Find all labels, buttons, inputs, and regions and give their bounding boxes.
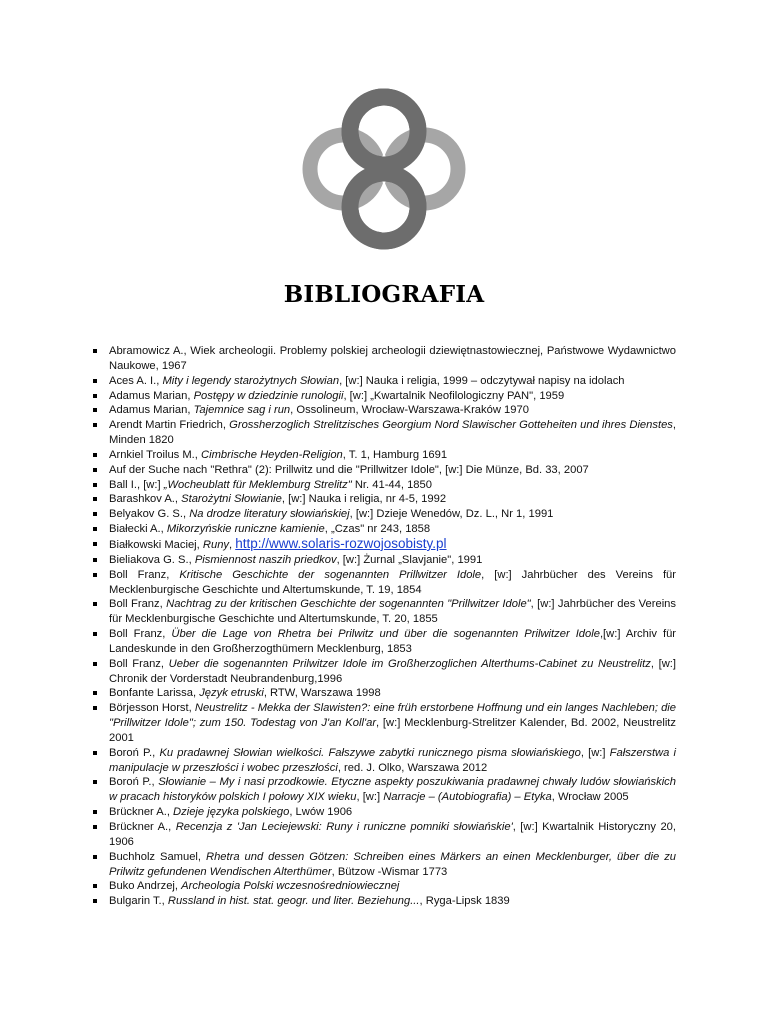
entry-title: Grossherzoglich Strelitzisches Georgium Nord Slawischer Gotteheiten und ihres Dienstes [229, 419, 673, 432]
entry-author: Boll Franz, [109, 568, 180, 581]
bibliography-entry [92, 448, 676, 463]
entry-details: , [w:] [356, 791, 384, 804]
bibliography-entry [92, 478, 676, 493]
entry-details: , [w:] Jahrbücher des Vereins für Mecklenburgische Geschichte und Altertumskunde, T. 20, 1855 [109, 598, 676, 626]
entry-details: , [w:] Nauka i religia, nr 4-5, 1992 [281, 493, 447, 506]
entry-details: , Ossolineum, Wrocław-Warszawa-Kraków 1970 [290, 404, 529, 417]
bibliography-entry [92, 344, 676, 374]
entry-author: Bonfante Larissa, [109, 687, 200, 700]
entry-author: Boll Franz, [109, 598, 167, 611]
entry-details: , [w:] Jahrbücher des Vereins für Mecklenburgische Geschichte und Altertumskunde, T. 19, 1854 [109, 568, 676, 596]
bibliography-entry [92, 894, 676, 909]
entry-details: , RTW, Warszawa 1998 [263, 687, 381, 700]
bibliography-entry [92, 746, 676, 776]
entry-title: Russland in hist. stat. geogr. und liter. Beziehung... [167, 895, 420, 908]
bibliography-entry [92, 403, 676, 418]
entry-author: Arendt Martin Friedrich, [109, 419, 230, 432]
entry-title: Neustrelitz - Mekka der Slawisten?: eine früh erstorbene Hoffnung und ein langes Nachleben; die "Prillwitzer Idole"; zum 150. Todestag von J'an Koll'ar [109, 702, 676, 730]
entry-author: Brückner A., [109, 806, 174, 819]
entry-author: Buchholz Samuel, [109, 850, 206, 863]
entry-title: Kritische Geschichte der sogenannten Prillwitzer Idole [179, 568, 482, 581]
entry-title: Tajemnice sag i run [193, 404, 291, 417]
entry-author: Arnkiel Troilus M., [109, 448, 202, 461]
bibliography-entry [92, 850, 676, 880]
bibliography-entry [92, 374, 676, 389]
entry-subtitle: Narracje – (Autobiografia) – Etyka [383, 791, 552, 804]
entry-title: „Wocheublatt für Meklemburg Strelitz" [163, 478, 352, 491]
entry-author: Abramowicz A., Wiek archeologii. Problemy polskiej archeologii dziewiętnastowiecznej, Państwowe Wydawnictwo Naukowe, 1967 [109, 345, 676, 372]
entry-author: Boroń P., [109, 776, 159, 789]
entry-title: Słowianie – My i nasi przodkowie. Etyczne aspekty poszukiwania pradawnej chwały ludów słowiańskich w pracach historyków polskich I połowy XIX wieku [109, 776, 677, 804]
entry-details: , Minden 1820 [109, 419, 677, 447]
entry-title: Język etruski [199, 687, 264, 700]
entry-author: Boroń P., [109, 746, 160, 759]
bibliography-entry [92, 597, 676, 627]
entry-title: Runy [202, 538, 230, 551]
entry-author: Adamus Marian, [109, 389, 194, 402]
bibliography-entry [92, 553, 676, 568]
bibliography-entry [92, 522, 676, 537]
entry-author: Börjesson Horst, [109, 702, 195, 715]
bibliography-entry [92, 657, 676, 687]
entry-details: , [229, 538, 236, 551]
bibliography-entry [92, 805, 676, 820]
bibliography-entry [92, 820, 676, 850]
bibliography-entry [92, 627, 676, 657]
entry-author: Auf der Suche nach "Rethra" (2): Prillwitz und die "Prillwitzer Idole", [w:] Die Münze, Bd. 33, 2007 [109, 463, 589, 476]
entry-details-extra: , red. J. Olko, Warszawa 2012 [337, 761, 488, 774]
entry-title: Dzieje języka polskiego [173, 806, 290, 819]
entry-title: Na drodze literatury słowiańskiej [189, 508, 350, 521]
page-title: BIBLIOGRAFIA [283, 281, 485, 308]
entry-details: , „Czas" nr 243, 1858 [324, 523, 431, 536]
entry-title: Pismiennost naszih priedkov [194, 553, 337, 566]
entry-author: Boll Franz, [109, 657, 169, 670]
entry-details: , [w:] Nauka i religia, 1999 – odczytywał napisy na idolach [339, 374, 625, 387]
entry-title: Postępy w dziedzinie runologii [193, 389, 344, 402]
entry-author: Barashkov A., [109, 493, 182, 506]
entry-author: Bieliakova G. S., [109, 553, 195, 566]
entry-title: Mity i legendy starożytnych Słowian [162, 374, 340, 387]
entry-author: Brückner A., [109, 821, 176, 833]
entry-title: Starożytni Słowianie [181, 493, 282, 506]
bibliography-entry [92, 418, 676, 448]
entry-title: Nachtrag zu der kritischen Geschichte der sogenannten "Prillwitzer Idole" [166, 598, 531, 611]
bibliography-entry [92, 568, 676, 598]
bibliography-entry [92, 701, 676, 746]
entry-link[interactable]: http://www.solaris-rozwojosobisty.pl [235, 535, 447, 551]
entry-title: Mikorzyńskie runiczne kamienie [166, 523, 325, 536]
entry-details: , [w:] „Kwartalnik Neofilologiczny PAN", 1959 [343, 389, 565, 402]
entry-details: , Lwów 1906 [289, 806, 353, 819]
entry-subtitle: Fałszerstwa i manipulacje w przeszłości i wobec przeszłości [109, 746, 677, 774]
entry-details: ,[w:] Archiv für Landeskunde in den Großherzogthümern Mecklenburg, 1853 [109, 628, 677, 655]
bibliography-entry [92, 389, 676, 404]
bibliography-entry [92, 537, 676, 553]
entry-author: Białecki A., [109, 523, 167, 536]
bibliography-entry [92, 879, 676, 894]
entry-title: Rhetra und dessen Götzen: Schreiben eines Märkers an einen Mecklenburger, über die zu Prilwitz gefundenen Wendischen Alterthümer [109, 850, 677, 878]
entry-title: Ku pradawnej Słowian wielkości. Fałszywe zabytki runicznego pisma słowiańskiego [159, 746, 581, 759]
bibliography-entry [92, 463, 676, 478]
entry-author: Boll Franz, [109, 628, 172, 641]
bibliography-entry [92, 686, 676, 701]
entry-author: Adamus Marian, [109, 404, 194, 417]
entry-author: Belyakov G. S., [109, 508, 190, 521]
entry-details: , [w:] Żurnal „Slavjanie", 1991 [336, 553, 483, 566]
entry-details: , Ryga-Lipsk 1839 [419, 895, 510, 908]
entry-title: Archeologia Polski wczesnośredniowiecznej [181, 880, 400, 893]
entry-author: Ball I., [w:] [109, 478, 164, 491]
entry-details: , [w:] Dzieje Wenedów, Dz. L., Nr 1, 1991 [349, 508, 554, 521]
entry-title: Über die Lage von Rhetra bei Prilwitz und über die sogenannten Prilwitzer Idole [171, 628, 600, 641]
bibliography-entry [92, 492, 676, 507]
entry-author: Buko Andrzej, [109, 880, 182, 893]
entry-author: Bulgarin T., [109, 895, 168, 908]
celtic-knot-logo [296, 86, 472, 252]
entry-details: , Bützow -Wismar 1773 [331, 865, 448, 878]
entry-details: , [w:] Mecklenburg-Strelitzer Kalender, Bd. 2002, Neustrelitz 2001 [109, 717, 677, 744]
bibliography-entry [92, 507, 676, 522]
entry-author: Białkowski Maciej, [109, 538, 203, 551]
entry-title: Ueber die sogenannten Prilwitzer Idole im Großherzoglichen Alterthums-Cabinet zu Neustrelitz [168, 657, 651, 670]
bibliography-list [92, 344, 676, 909]
entry-details: , [w:] Chronik der Vorderstadt Neubrandenburg,1996 [109, 657, 676, 685]
entry-details: , [w:] [580, 746, 610, 759]
entry-author: Aces A. I., [109, 374, 163, 387]
entry-details: , [w:] Kwartalnik Historyczny 20, 1906 [109, 821, 676, 848]
entry-title: Cimbrische Heyden-Religion [201, 448, 343, 461]
entry-details-extra: , Wrocław 2005 [551, 791, 629, 804]
entry-title: Recenzja z 'Jan Leciejewski: Runy i runiczne pomniki słowiańskie' [175, 821, 513, 833]
entry-details: Nr. 41-44, 1850 [351, 478, 432, 491]
bibliography-entry [92, 775, 676, 805]
entry-details: , T. 1, Hamburg 1691 [342, 448, 448, 461]
